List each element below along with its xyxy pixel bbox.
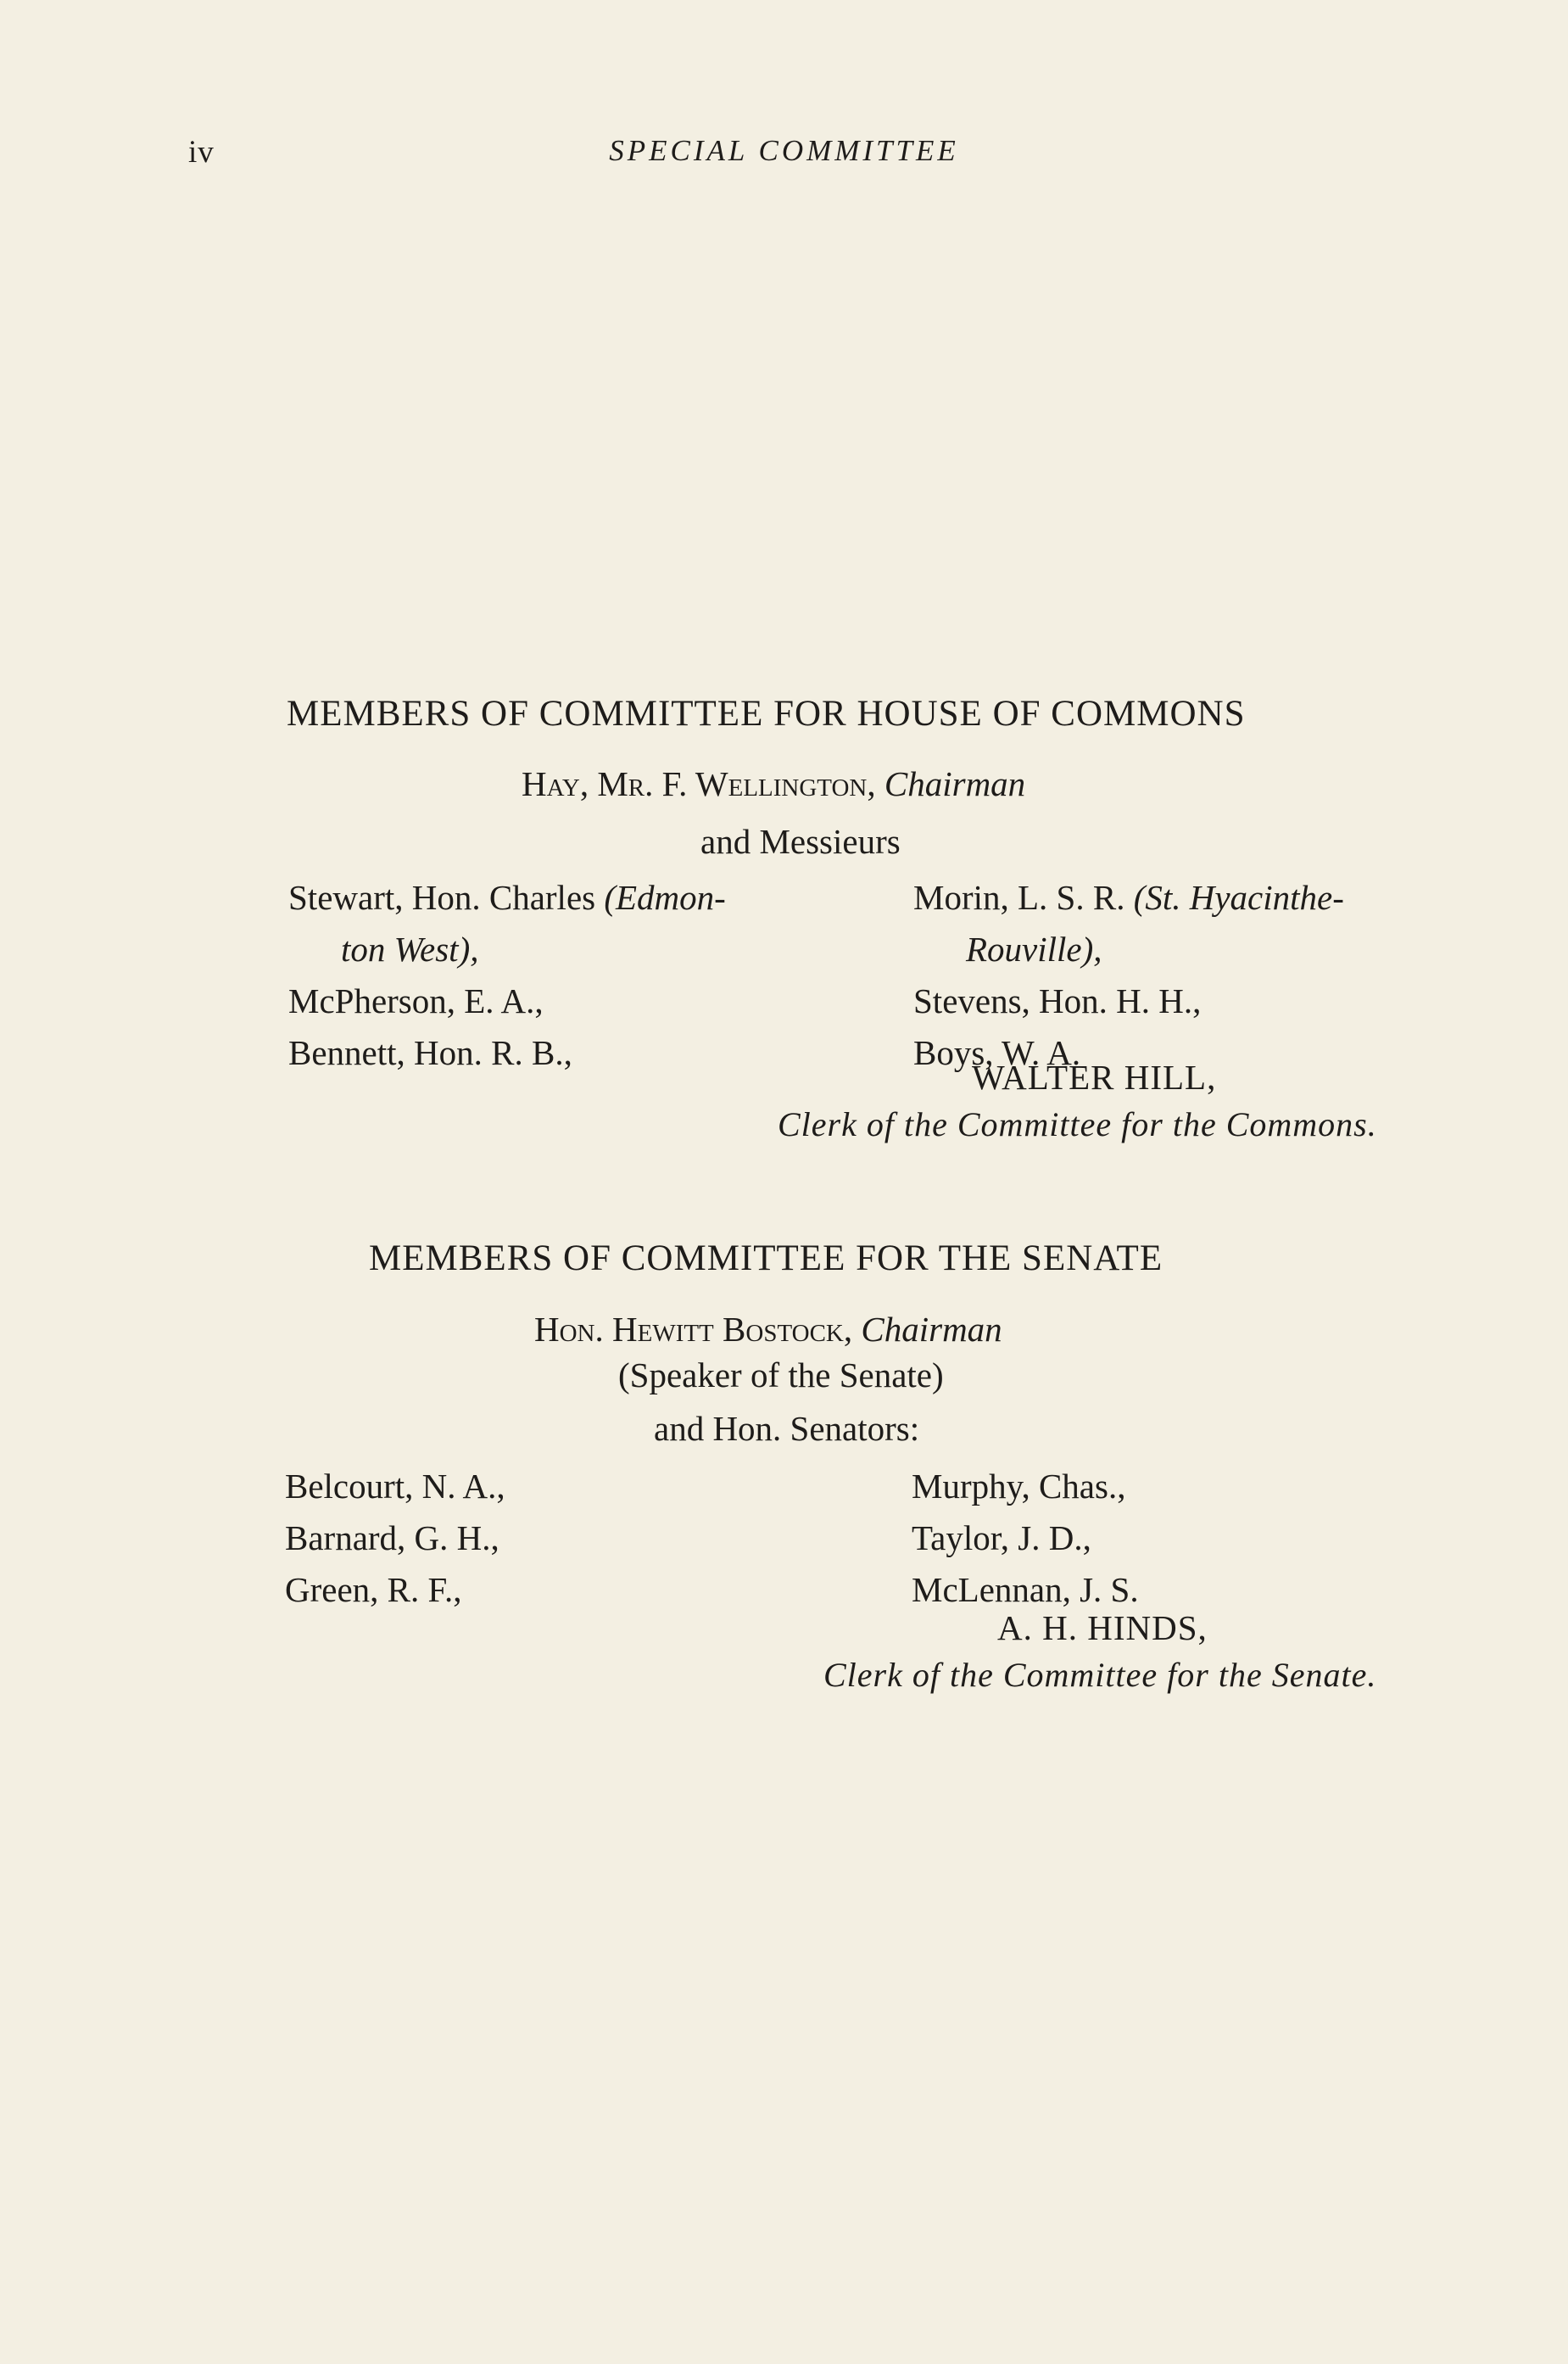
list-item: Barnard, G. H., — [285, 1518, 499, 1557]
running-title: SPECIAL COMMITTEE — [609, 134, 959, 167]
list-item: Stevens, Hon. H. H., — [913, 981, 1202, 1020]
list-item-continuation: Rouville), — [966, 930, 1102, 969]
list-item: Bennett, Hon. R. B., — [288, 1033, 572, 1072]
senate-chair-line — [534, 1309, 1002, 1350]
commons-clerk-name: WALTER HILL, — [972, 1058, 1217, 1097]
commons-chair-name: Hay, Mr. F. Wellington, — [522, 764, 876, 803]
list-item: Stewart, Hon. Charles (Edmon- — [288, 878, 726, 917]
senate-and-line: and Hon. Senators: — [654, 1409, 920, 1448]
commons-right-column — [913, 872, 1344, 1079]
page-folio: iv — [188, 135, 215, 170]
list-item: Murphy, Chas., — [912, 1467, 1126, 1506]
commons-heading: MEMBERS OF COMMITTEE FOR HOUSE OF COMMONS — [287, 694, 1246, 734]
commons-chair-line — [522, 763, 1025, 804]
senate-chair-name: Hon. Hewitt Bostock, — [534, 1310, 853, 1349]
senate-clerk-title: Clerk of the Committee for the Senate. — [823, 1656, 1377, 1694]
senate-speaker-line: (Speaker of the Senate) — [618, 1355, 944, 1394]
list-item: Belcourt, N. A., — [285, 1467, 505, 1506]
senate-left-column — [285, 1461, 505, 1616]
list-item-continuation: ton West), — [341, 930, 479, 969]
list-item: Green, R. F., — [285, 1570, 462, 1609]
senate-heading: MEMBERS OF COMMITTEE FOR THE SENATE — [369, 1238, 1163, 1278]
list-item: Morin, L. S. R. (St. Hyacinthe- — [913, 878, 1344, 917]
list-item: McPherson, E. A., — [288, 981, 544, 1020]
list-item: Boys, W. A. — [913, 1033, 1081, 1072]
list-item: Taylor, J. D., — [912, 1518, 1091, 1557]
commons-and-line: and Messieurs — [700, 822, 901, 861]
senate-chair-role: Chairman — [861, 1310, 1002, 1349]
senate-clerk-name: A. H. HINDS, — [997, 1608, 1208, 1647]
commons-chair-role: Chairman — [884, 764, 1026, 803]
commons-left-column — [288, 872, 726, 1079]
list-item: McLennan, J. S. — [912, 1570, 1139, 1609]
senate-right-column — [912, 1461, 1139, 1616]
commons-clerk-title: Clerk of the Committee for the Commons. — [778, 1105, 1377, 1143]
